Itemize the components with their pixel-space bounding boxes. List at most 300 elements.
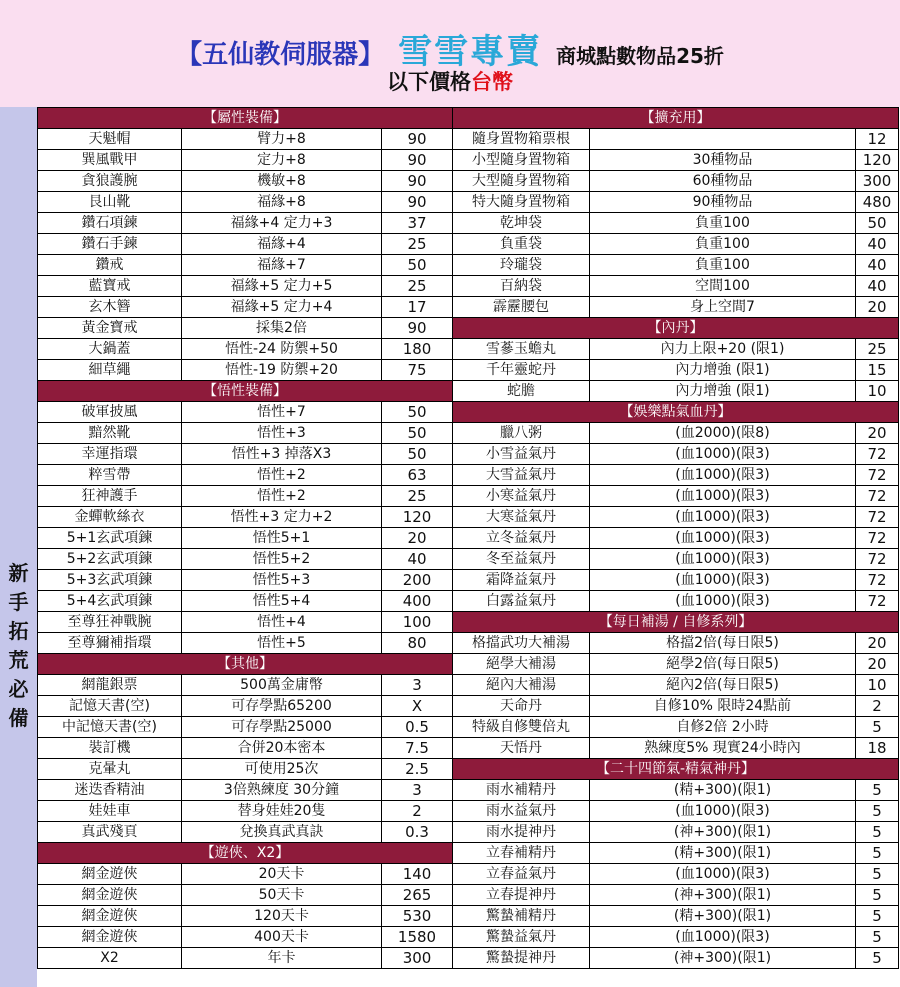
item-price: 72 [856, 549, 899, 570]
table-row [453, 234, 899, 255]
item-price: 17 [382, 297, 453, 318]
item-description: (血2000)(限8) [590, 423, 856, 444]
table-row [38, 192, 453, 213]
item-name: 天魁帽 [38, 129, 182, 150]
item-price: 40 [856, 276, 899, 297]
item-name: 蛇膽 [453, 381, 590, 402]
item-name: 裝訂機 [38, 738, 182, 759]
table-row [453, 549, 899, 570]
item-name: 驚蟄益氣丹 [453, 927, 590, 948]
section-header-row [38, 843, 453, 864]
item-price: 480 [856, 192, 899, 213]
item-name: 克暈丸 [38, 759, 182, 780]
item-name: 臘八粥 [453, 423, 590, 444]
table-row [38, 570, 453, 591]
item-description: 合併20本密本 [182, 738, 382, 759]
item-description: 福緣+5 定力+5 [182, 276, 382, 297]
item-name: 至尊狂神戰腕 [38, 612, 182, 633]
section-header-row [453, 402, 899, 423]
item-price: 50 [382, 402, 453, 423]
table-row [453, 192, 899, 213]
item-description: 空間100 [590, 276, 856, 297]
sidebar-char: 備 [8, 706, 29, 730]
item-name: 玄木簪 [38, 297, 182, 318]
item-name: 格擋武功大補湯 [453, 633, 590, 654]
item-description: 悟性+5 [182, 633, 382, 654]
table-row [38, 885, 453, 906]
item-name: 藍寶戒 [38, 276, 182, 297]
item-name: 冬至益氣丹 [453, 549, 590, 570]
item-name: 負重袋 [453, 234, 590, 255]
item-name: 立冬益氣丹 [453, 528, 590, 549]
item-price: 72 [856, 507, 899, 528]
item-name: 網金遊俠 [38, 906, 182, 927]
table-row [38, 801, 453, 822]
table-row [453, 675, 899, 696]
item-description: 悟性+4 [182, 612, 382, 633]
item-price: 72 [856, 528, 899, 549]
item-price: 5 [856, 864, 899, 885]
table-row [453, 906, 899, 927]
item-name: 大寒益氣丹 [453, 507, 590, 528]
item-description: 400天卡 [182, 927, 382, 948]
sidebar-char: 新 [8, 561, 29, 585]
item-description: 定力+8 [182, 150, 382, 171]
item-price: 25 [382, 234, 453, 255]
item-description: 20天卡 [182, 864, 382, 885]
item-price: 25 [856, 339, 899, 360]
item-price: 400 [382, 591, 453, 612]
item-description: 內力增強 (限1) [590, 381, 856, 402]
item-price: 75 [382, 360, 453, 381]
item-name: 絕學大補湯 [453, 654, 590, 675]
section-header-row [38, 654, 453, 675]
item-description: 悟性5+2 [182, 549, 382, 570]
item-description: (神+300)(限1) [590, 822, 856, 843]
table-row [38, 402, 453, 423]
item-name: 5+3玄武項鍊 [38, 570, 182, 591]
item-price: 0.3 [382, 822, 453, 843]
item-description: 60種物品 [590, 171, 856, 192]
item-price: 50 [382, 255, 453, 276]
item-name: 中記憶天書(空) [38, 717, 182, 738]
item-name: 乾坤袋 [453, 213, 590, 234]
table-row [453, 381, 899, 402]
item-name: 立春益氣丹 [453, 864, 590, 885]
item-price: 265 [382, 885, 453, 906]
item-description: (精+300)(限1) [590, 906, 856, 927]
item-price: 50 [382, 444, 453, 465]
sidebar-char: 荒 [8, 648, 29, 672]
table-row [453, 465, 899, 486]
item-name: 迷迭香精油 [38, 780, 182, 801]
section-title: 【娛樂點氣血丹】 [453, 402, 899, 423]
table-row [38, 360, 453, 381]
item-price: 5 [856, 843, 899, 864]
item-price: 90 [382, 171, 453, 192]
item-name: 絕內大補湯 [453, 675, 590, 696]
item-name: 貪狼護腕 [38, 171, 182, 192]
item-name: 霹靂腰包 [453, 297, 590, 318]
item-price: 20 [382, 528, 453, 549]
item-name: 白露益氣丹 [453, 591, 590, 612]
item-price: 2 [856, 696, 899, 717]
table-row [38, 822, 453, 843]
item-description: 悟性+2 [182, 486, 382, 507]
item-name: 小型隨身置物箱 [453, 150, 590, 171]
right-price-table [452, 107, 899, 969]
table-row [38, 129, 453, 150]
table-row [38, 591, 453, 612]
item-price: 7.5 [382, 738, 453, 759]
item-description: (精+300)(限1) [590, 780, 856, 801]
currency-prefix: 以下價格 [387, 70, 471, 94]
item-description: 機敏+8 [182, 171, 382, 192]
item-description: 負重100 [590, 255, 856, 276]
item-name: 幸運指環 [38, 444, 182, 465]
item-name: 艮山靴 [38, 192, 182, 213]
item-price: 50 [856, 213, 899, 234]
item-price: 15 [856, 360, 899, 381]
table-row [38, 171, 453, 192]
table-row [38, 213, 453, 234]
item-name: 網金遊俠 [38, 885, 182, 906]
item-description: 自修2倍 2小時 [590, 717, 856, 738]
item-description: 可使用25次 [182, 759, 382, 780]
item-price: 90 [382, 192, 453, 213]
sidebar-label [0, 559, 37, 733]
item-price: 3 [382, 675, 453, 696]
item-price: 180 [382, 339, 453, 360]
item-description: (血1000)(限3) [590, 465, 856, 486]
item-description: 負重100 [590, 213, 856, 234]
sidebar-char: 必 [8, 677, 29, 701]
item-name: 網龍銀票 [38, 675, 182, 696]
item-description: 悟性+3 定力+2 [182, 507, 382, 528]
section-title: 【悟性裝備】 [38, 381, 453, 402]
table-row [38, 150, 453, 171]
item-price: 40 [856, 255, 899, 276]
item-description: (血1000)(限3) [590, 864, 856, 885]
item-description: 悟性+7 [182, 402, 382, 423]
table-row [38, 549, 453, 570]
item-description [590, 129, 856, 150]
item-price: 530 [382, 906, 453, 927]
table-row [453, 927, 899, 948]
store-name: 【五仙教伺服器】 [176, 40, 385, 70]
item-name: 雪蔘玉蟾丸 [453, 339, 590, 360]
item-description: 悟性-24 防禦+50 [182, 339, 382, 360]
item-price: 120 [856, 150, 899, 171]
item-price: 120 [382, 507, 453, 528]
table-row [38, 696, 453, 717]
item-price: 72 [856, 444, 899, 465]
item-name: 黃金寶戒 [38, 318, 182, 339]
item-name: 立春補精丹 [453, 843, 590, 864]
item-name: 黯然靴 [38, 423, 182, 444]
item-description: 採集2倍 [182, 318, 382, 339]
item-price: 1580 [382, 927, 453, 948]
item-price: 5 [856, 801, 899, 822]
item-name: 特大隨身置物箱 [453, 192, 590, 213]
item-description: (血1000)(限3) [590, 801, 856, 822]
item-name: 隨身置物箱票根 [453, 129, 590, 150]
item-description: 可存學點65200 [182, 696, 382, 717]
item-price: 10 [856, 381, 899, 402]
table-row [38, 906, 453, 927]
item-price: 72 [856, 465, 899, 486]
item-description: 悟性+3 [182, 423, 382, 444]
table-row [38, 948, 453, 969]
item-name: 鑽石項鍊 [38, 213, 182, 234]
item-description: 熟練度5% 現實24小時內 [590, 738, 856, 759]
table-row [38, 717, 453, 738]
section-title: 【屬性裝備】 [38, 108, 453, 129]
item-description: (血1000)(限3) [590, 507, 856, 528]
item-name: 大型隨身置物箱 [453, 171, 590, 192]
table-row [38, 423, 453, 444]
item-price: 40 [856, 234, 899, 255]
item-name: 天命丹 [453, 696, 590, 717]
table-row [453, 360, 899, 381]
item-description: 內力增強 (限1) [590, 360, 856, 381]
item-description: 120天卡 [182, 906, 382, 927]
item-price: 5 [856, 906, 899, 927]
item-description: 兌換真武真訣 [182, 822, 382, 843]
item-price: 18 [856, 738, 899, 759]
table-row [453, 423, 899, 444]
item-price: 12 [856, 129, 899, 150]
header-banner [0, 0, 900, 107]
item-price: 5 [856, 885, 899, 906]
table-row [453, 696, 899, 717]
item-name: 小雪益氣丹 [453, 444, 590, 465]
table-row [38, 612, 453, 633]
item-description: 福緣+7 [182, 255, 382, 276]
item-price: 72 [856, 591, 899, 612]
table-row [453, 864, 899, 885]
item-price: 25 [382, 276, 453, 297]
item-price: 90 [382, 129, 453, 150]
item-description: (血1000)(限3) [590, 549, 856, 570]
item-price: 3 [382, 780, 453, 801]
seller-name: 雪雪專賣 [398, 32, 543, 72]
item-name: 真武殘頁 [38, 822, 182, 843]
table-row [38, 927, 453, 948]
table-row [453, 780, 899, 801]
item-price: 25 [382, 486, 453, 507]
item-description: 格擋2倍(每日限5) [590, 633, 856, 654]
item-description: 悟性-19 防禦+20 [182, 360, 382, 381]
item-description: 絕學2倍(每日限5) [590, 654, 856, 675]
table-row [38, 444, 453, 465]
item-price: 37 [382, 213, 453, 234]
item-name: 驚蟄補精丹 [453, 906, 590, 927]
item-name: 驚蟄提神丹 [453, 948, 590, 969]
item-price: 90 [382, 150, 453, 171]
section-header-row [38, 381, 453, 402]
item-name: 鑽戒 [38, 255, 182, 276]
item-description: (血1000)(限3) [590, 591, 856, 612]
table-row [38, 297, 453, 318]
table-row [453, 822, 899, 843]
table-row [453, 885, 899, 906]
item-price: 5 [856, 780, 899, 801]
section-title: 【擴充用】 [453, 108, 899, 129]
item-name: 立春提神丹 [453, 885, 590, 906]
table-row [453, 297, 899, 318]
item-description: (神+300)(限1) [590, 885, 856, 906]
item-price: 90 [382, 318, 453, 339]
item-name: 大鍋蓋 [38, 339, 182, 360]
item-name: 金蟬軟絲衣 [38, 507, 182, 528]
section-header-row [453, 108, 899, 129]
item-description: (精+300)(限1) [590, 843, 856, 864]
item-name: 5+4玄武項鍊 [38, 591, 182, 612]
table-row [38, 507, 453, 528]
section-title: 【二十四節氣-精氣神丹】 [453, 759, 899, 780]
item-description: 悟性5+1 [182, 528, 382, 549]
item-description: (血1000)(限3) [590, 927, 856, 948]
item-name: 雨水益氣丹 [453, 801, 590, 822]
item-price: 300 [382, 948, 453, 969]
table-row [453, 801, 899, 822]
item-description: 50天卡 [182, 885, 382, 906]
item-description: (神+300)(限1) [590, 948, 856, 969]
item-price: 72 [856, 486, 899, 507]
item-name: 破軍披風 [38, 402, 182, 423]
item-price: 40 [382, 549, 453, 570]
table-row [38, 339, 453, 360]
left-price-table [37, 107, 453, 969]
item-name: 小寒益氣丹 [453, 486, 590, 507]
table-row [453, 528, 899, 549]
item-description: 悟性+3 掉落X3 [182, 444, 382, 465]
item-price: 20 [856, 297, 899, 318]
item-description: 內力上限+20 (限1) [590, 339, 856, 360]
item-description: (血1000)(限3) [590, 444, 856, 465]
item-name: 5+2玄武項鍊 [38, 549, 182, 570]
item-price: 50 [382, 423, 453, 444]
item-description: 悟性+2 [182, 465, 382, 486]
item-description: 可存學點25000 [182, 717, 382, 738]
item-price: 20 [856, 654, 899, 675]
item-description: 福緣+4 定力+3 [182, 213, 382, 234]
item-price: 100 [382, 612, 453, 633]
item-description: (血1000)(限3) [590, 486, 856, 507]
item-description: 福緣+8 [182, 192, 382, 213]
sale-text: 商城點數物品25折 [556, 44, 724, 68]
table-row [38, 276, 453, 297]
item-name: 雨水提神丹 [453, 822, 590, 843]
section-title: 【其他】 [38, 654, 453, 675]
table-row [453, 717, 899, 738]
table-row [38, 528, 453, 549]
table-row [38, 255, 453, 276]
table-row [453, 570, 899, 591]
item-name: 千年靈蛇丹 [453, 360, 590, 381]
item-description: (血1000)(限3) [590, 570, 856, 591]
section-title: 【每日補湯 / 自修系列】 [453, 612, 899, 633]
item-description: 絕內2倍(每日限5) [590, 675, 856, 696]
table-row [453, 591, 899, 612]
section-header-row [453, 318, 899, 339]
currency-label: 台幣 [471, 70, 513, 94]
item-price: 20 [856, 423, 899, 444]
table-row [38, 318, 453, 339]
item-description: 身上空間7 [590, 297, 856, 318]
item-name: 特級自修雙倍丸 [453, 717, 590, 738]
table-row [38, 738, 453, 759]
item-description: 悟性5+3 [182, 570, 382, 591]
table-row [38, 675, 453, 696]
item-name: 5+1玄武項鍊 [38, 528, 182, 549]
item-price: 5 [856, 948, 899, 969]
item-price: 20 [856, 633, 899, 654]
item-name: 大雪益氣丹 [453, 465, 590, 486]
sidebar-char: 拓 [8, 619, 29, 643]
item-price: 140 [382, 864, 453, 885]
item-name: 至尊獮補指環 [38, 633, 182, 654]
item-price: 5 [856, 822, 899, 843]
currency-line [0, 66, 900, 96]
item-description: 90種物品 [590, 192, 856, 213]
item-name: 百納袋 [453, 276, 590, 297]
item-name: 鑽石手鍊 [38, 234, 182, 255]
section-title: 【內丹】 [453, 318, 899, 339]
item-description: 替身娃娃20隻 [182, 801, 382, 822]
item-price: 5 [856, 927, 899, 948]
table-row [453, 486, 899, 507]
item-name: 細草繩 [38, 360, 182, 381]
item-price: 63 [382, 465, 453, 486]
table-row [453, 843, 899, 864]
item-name: 狂神護手 [38, 486, 182, 507]
item-price: X [382, 696, 453, 717]
item-description: (血1000)(限3) [590, 528, 856, 549]
table-row [453, 255, 899, 276]
item-price: 10 [856, 675, 899, 696]
table-row [38, 486, 453, 507]
table-row [453, 150, 899, 171]
table-row [453, 276, 899, 297]
section-header-row [38, 108, 453, 129]
item-description: 悟性5+4 [182, 591, 382, 612]
item-name: 網金遊俠 [38, 927, 182, 948]
item-price: 80 [382, 633, 453, 654]
table-row [453, 213, 899, 234]
item-name: 記憶天書(空) [38, 696, 182, 717]
item-name: 玲瓏袋 [453, 255, 590, 276]
item-name: 娃娃車 [38, 801, 182, 822]
table-row [38, 633, 453, 654]
item-description: 福緣+4 [182, 234, 382, 255]
sidebar-char: 手 [8, 590, 29, 614]
section-header-row [453, 759, 899, 780]
item-price: 5 [856, 717, 899, 738]
item-description: 年卡 [182, 948, 382, 969]
table-row [453, 948, 899, 969]
item-name: 雨水補精丹 [453, 780, 590, 801]
table-row [38, 864, 453, 885]
table-row [453, 129, 899, 150]
item-name: 網金遊俠 [38, 864, 182, 885]
item-price: 72 [856, 570, 899, 591]
table-row [38, 465, 453, 486]
item-description: 福緣+5 定力+4 [182, 297, 382, 318]
item-description: 30種物品 [590, 150, 856, 171]
section-header-row [453, 612, 899, 633]
